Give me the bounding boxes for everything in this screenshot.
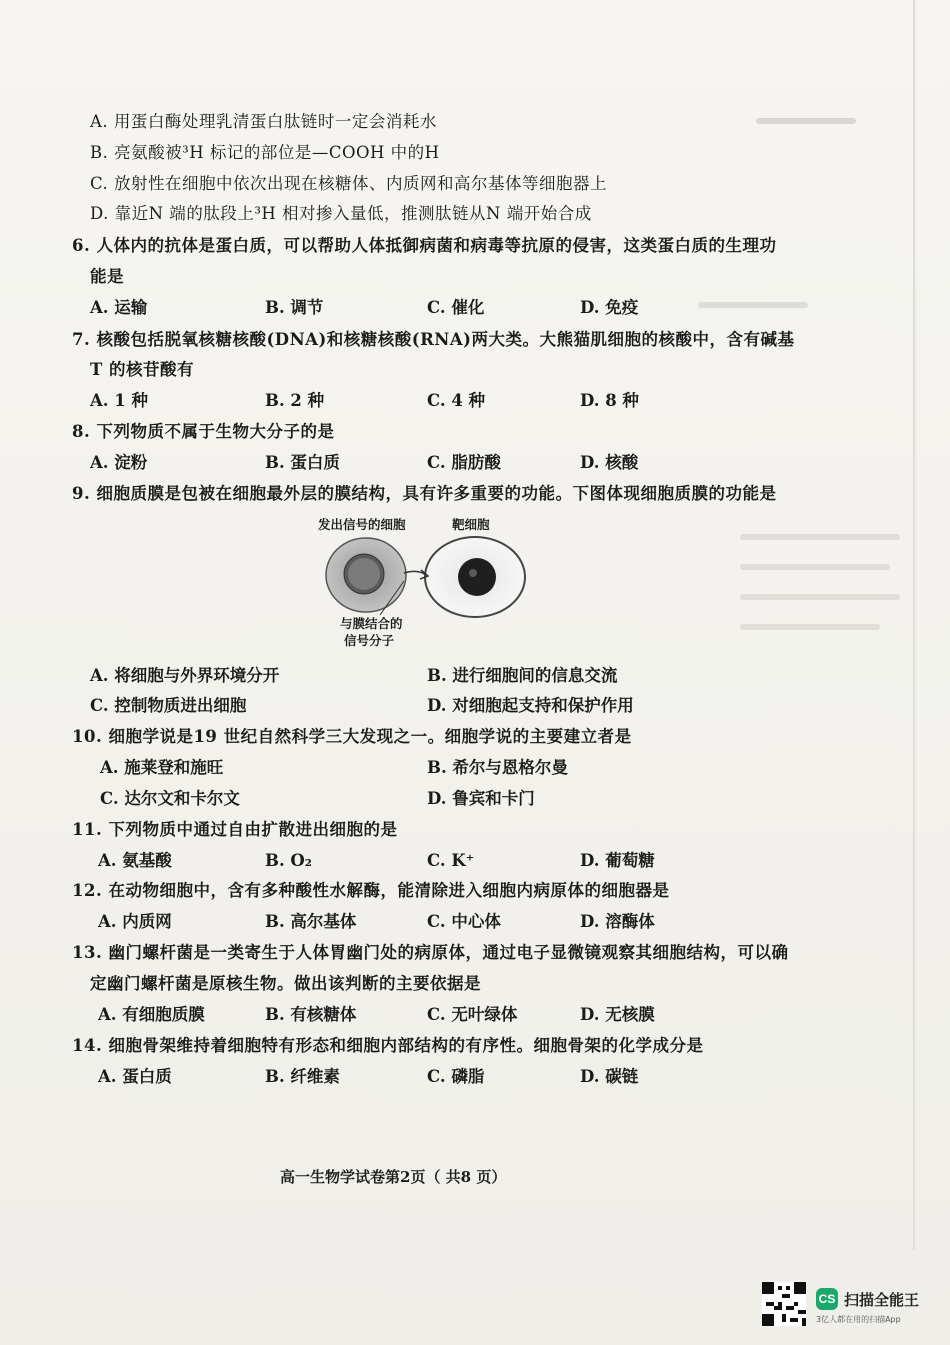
bleed-through — [756, 112, 866, 136]
label-target-cell: 靶细胞 — [452, 517, 490, 532]
cell-signaling-diagram — [300, 515, 550, 655]
q14-option-b: B. 纤维素 — [265, 1067, 340, 1086]
label-signal-line2: 信号分子 — [344, 633, 395, 648]
q7-option-d: D. 8 种 — [580, 391, 639, 410]
q9-option-d: D. 对细胞起支持和保护作用 — [427, 696, 634, 715]
q8-option-a: A. 淀粉 — [90, 453, 148, 472]
q8-stem: 8. 下列物质不属于生物大分子的是 — [72, 422, 335, 441]
q10-stem: 10. 细胞学说是19 世纪自然科学三大发现之一。细胞学说的主要建立者是 — [72, 727, 632, 746]
q7-stem: 7. 核酸包括脱氧核糖核酸(DNA)和核糖核酸(RNA)两大类。大熊猫肌细胞的核酸中，含有碱基 — [72, 330, 795, 349]
q5-option-c: C. 放射性在细胞中依次出现在核糖体、内质网和高尔基体等细胞器上 — [90, 174, 608, 193]
q10-option-c: C. 达尔文和卡尔文 — [100, 789, 240, 808]
q6-stem-cont: 能是 — [90, 267, 124, 286]
q6-option-a: A. 运输 — [90, 298, 148, 317]
scanner-tagline: 3亿人都在用的扫描App — [816, 1315, 901, 1324]
q13-option-d: D. 无核膜 — [580, 1005, 655, 1024]
qr-code-icon — [762, 1282, 806, 1326]
q6-option-c: C. 催化 — [427, 298, 485, 317]
q13-stem: 13. 幽门螺杆菌是一类寄生于人体胃幽门处的病原体，通过电子显微镜观察其细胞结构，可以确 — [72, 943, 789, 962]
q5-option-a: A. 用蛋白酶处理乳清蛋白肽链时一定会消耗水 — [90, 112, 437, 131]
scanner-brand — [816, 1288, 919, 1310]
label-sender-cell: 发出信号的细胞 — [318, 517, 406, 532]
scanner-app-name: 扫描全能王 — [844, 1290, 920, 1309]
q12-stem: 12. 在动物细胞中，含有多种酸性水解酶，能清除进入细胞内病原体的细胞器是 — [72, 881, 670, 900]
bleed-through — [740, 530, 910, 654]
q8-option-c: C. 脂肪酸 — [427, 453, 501, 472]
q6-option-d: D. 免疫 — [580, 298, 639, 317]
q6-option-b: B. 调节 — [265, 298, 324, 317]
camscanner-logo-icon: CS — [816, 1288, 838, 1310]
q7-option-c: C. 4 种 — [427, 391, 486, 410]
label-signal-line1: 与膜结合的 — [340, 616, 403, 631]
q11-stem: 11. 下列物质中通过自由扩散进出细胞的是 — [72, 820, 398, 839]
q13-option-c: C. 无叶绿体 — [427, 1005, 518, 1024]
q10-option-d: D. 鲁宾和卡门 — [427, 789, 535, 808]
q9-option-b: B. 进行细胞间的信息交流 — [427, 666, 618, 685]
q12-option-a: A. 内质网 — [98, 912, 172, 931]
q5-option-d: D. 靠近N 端的肽段上³H 相对掺入量低，推测肽链从N 端开始合成 — [90, 204, 592, 223]
q12-option-b: B. 高尔基体 — [265, 912, 357, 931]
q9-option-c: C. 控制物质进出细胞 — [90, 696, 247, 715]
page-footer: 高一生物学试卷第2页（ 共8 页） — [280, 1168, 507, 1186]
q7-option-a: A. 1 种 — [90, 391, 149, 410]
q8-option-d: D. 核酸 — [580, 453, 639, 472]
q7-option-b: B. 2 种 — [265, 391, 325, 410]
q14-option-a: A. 蛋白质 — [98, 1067, 172, 1086]
q10-option-b: B. 希尔与恩格尔曼 — [427, 758, 568, 777]
q11-option-c: C. K⁺ — [427, 851, 475, 870]
q11-option-d: D. 葡萄糖 — [580, 851, 655, 870]
q12-option-c: C. 中心体 — [427, 912, 501, 931]
q14-option-c: C. 磷脂 — [427, 1067, 485, 1086]
q14-stem: 14. 细胞骨架维持着细胞特有形态和细胞内部结构的有序性。细胞骨架的化学成分是 — [72, 1036, 704, 1055]
q8-option-b: B. 蛋白质 — [265, 453, 340, 472]
q13-stem-cont: 定幽门螺杆菌是原核生物。做出该判断的主要依据是 — [90, 974, 481, 993]
q11-option-a: A. 氨基酸 — [98, 851, 172, 870]
q6-stem: 6. 人体内的抗体是蛋白质，可以帮助人体抵御病菌和病毒等抗原的侵害，这类蛋白质的生理功 — [72, 236, 777, 255]
q11-option-b: B. O₂ — [265, 851, 313, 870]
page-edge — [913, 0, 916, 1250]
q7-stem-cont: T 的核苷酸有 — [90, 360, 195, 379]
q9-stem: 9. 细胞质膜是包被在细胞最外层的膜结构，具有许多重要的功能。下图体现细胞质膜的功能是 — [72, 484, 777, 503]
q9-option-a: A. 将细胞与外界环境分开 — [90, 666, 280, 685]
cell-signaling-figure — [300, 515, 550, 655]
q13-option-a: A. 有细胞质膜 — [98, 1005, 205, 1024]
bleed-through — [698, 298, 818, 316]
q5-option-b: B. 亮氨酸被³H 标记的部位是—COOH 中的H — [90, 143, 440, 162]
q12-option-d: D. 溶酶体 — [580, 912, 655, 931]
q13-option-b: B. 有核糖体 — [265, 1005, 357, 1024]
q10-option-a: A. 施莱登和施旺 — [100, 758, 224, 777]
q14-option-d: D. 碳链 — [580, 1067, 639, 1086]
